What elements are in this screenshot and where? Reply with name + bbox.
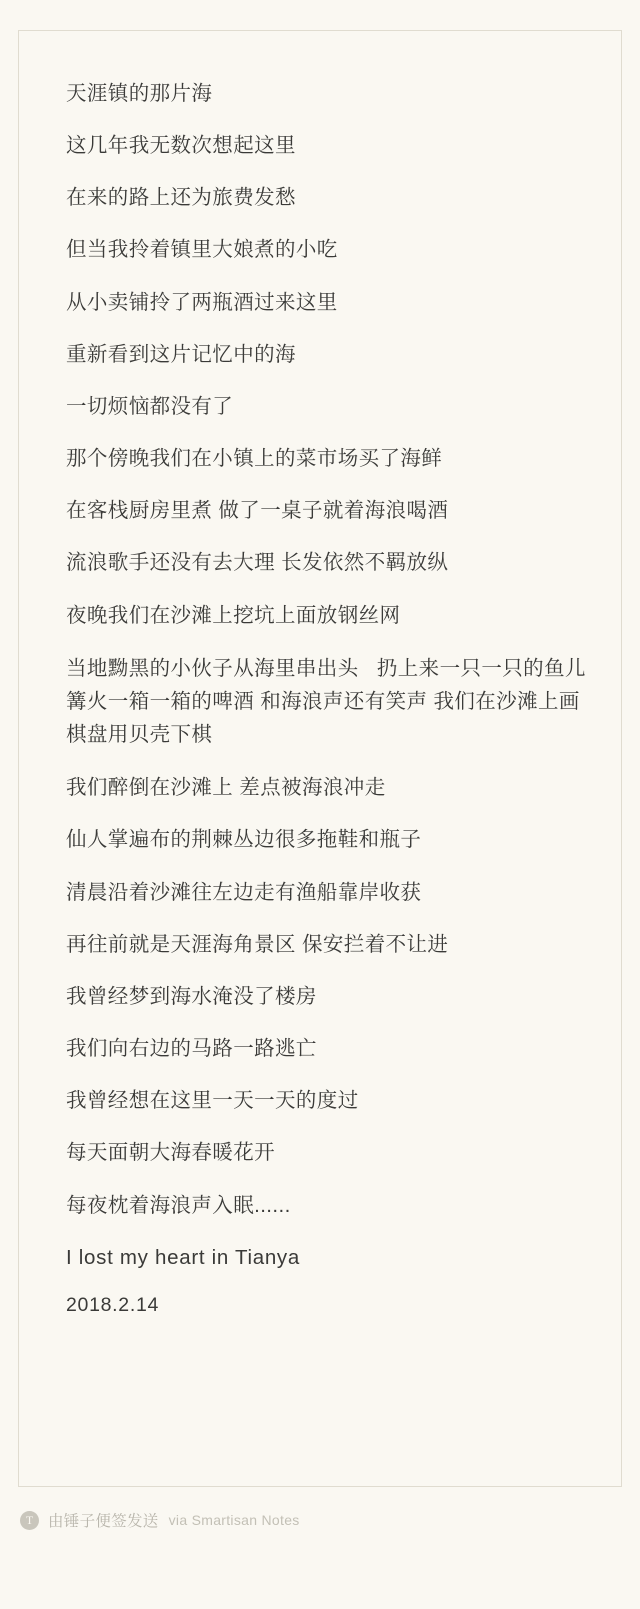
note-line: 我们向右边的马路一路逃亡 xyxy=(66,1037,317,1061)
note-line-latin: I lost my heart in Tianya xyxy=(66,1245,300,1269)
note-line: 这几年我无数次想起这里 xyxy=(66,134,296,158)
note-line: 流浪歌手还没有去大理 长发依然不羁放纵 xyxy=(66,551,449,575)
smartisan-logo-icon: T xyxy=(20,1511,39,1530)
note-line: 那个傍晚我们在小镇上的菜市场买了海鲜 xyxy=(66,447,443,471)
note-line: 我们醉倒在沙滩上 差点被海浪冲走 xyxy=(66,776,386,800)
note-line: 再往前就是天涯海角景区 保安拦着不让进 xyxy=(66,932,449,956)
note-line: 夜晚我们在沙滩上挖坑上面放钢丝网 xyxy=(66,603,401,627)
footer-label: 由锤子便签发送 xyxy=(48,1513,159,1530)
note-line: 每夜枕着海浪声入眠...... xyxy=(66,1193,291,1217)
note-line: 清晨沿着沙滩往左边走有渔船靠岸收获 xyxy=(66,880,422,904)
note-line: 从小卖铺拎了两瓶酒过来这里 xyxy=(66,290,338,314)
note-line: 当地黝黑的小伙子从海里串出头 扔上来一只一只的鱼儿 篝火一箱一箱的啤酒 和海浪声还有笑声 我们在沙滩上画棋盘用贝壳下棋 xyxy=(66,656,599,747)
note-line: 在来的路上还为旅费发愁 xyxy=(66,186,296,210)
note-line: 每天面朝大海春暖花开 xyxy=(66,1141,275,1165)
note-line: 一切烦恼都没有了 xyxy=(66,394,234,418)
note-line: 天涯镇的那片海 xyxy=(66,82,213,105)
note-line: 但当我拎着镇里大娘煮的小吃 xyxy=(66,238,338,262)
footer-sub-label: via Smartisan Notes xyxy=(168,1512,300,1528)
note-content xyxy=(66,78,599,1321)
note-line: 我曾经梦到海水淹没了楼房 xyxy=(66,984,317,1008)
note-line: 重新看到这片记忆中的海 xyxy=(66,342,296,366)
note-line: 在客栈厨房里煮 做了一桌子就着海浪喝酒 xyxy=(66,499,449,523)
note-footer xyxy=(20,1509,620,1531)
note-line: 仙人掌遍布的荆棘丛边很多拖鞋和瓶子 xyxy=(66,828,422,852)
note-date: 2018.2.14 xyxy=(66,1293,160,1316)
note-line: 我曾经想在这里一天一天的度过 xyxy=(66,1089,359,1113)
